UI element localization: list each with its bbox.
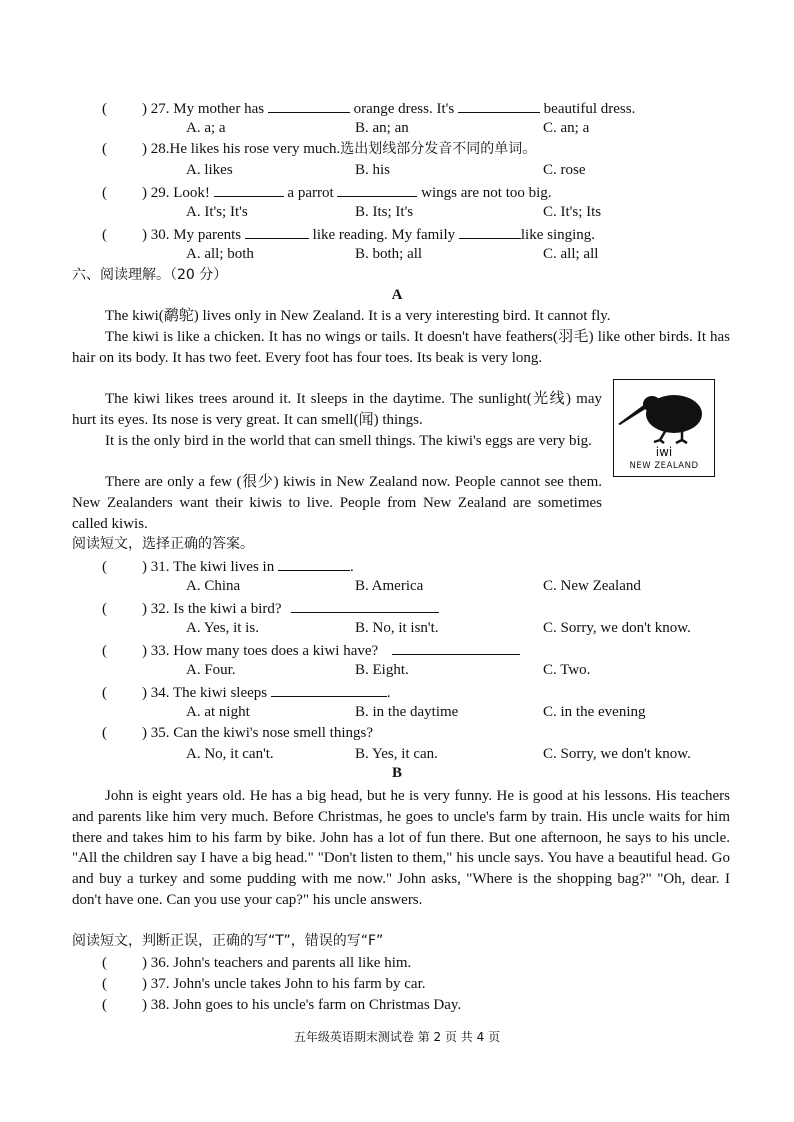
q31-tail: . — [349, 559, 354, 575]
answer-blank — [278, 556, 350, 571]
image-caption: iwi — [655, 445, 673, 459]
q29-mid: a parrot — [287, 185, 334, 201]
q36-stem: ) 36. John's teachers and parents all like him. — [142, 955, 412, 971]
answer-blank — [291, 598, 439, 613]
page-footer: 五年级英语期末测试卷 第 2 页 共 4 页 — [293, 1030, 501, 1044]
passage-b-text: John is eight years old. He has a big head, but he is very funny. He is good at his lessons. His teachers and parents like him very much. Before Christmas, he goes to uncle's farm by train. His uncle waits for him there and takes him to his farm by bike. John has a lot of fun there. But one afternoon, he says to his uncle. "All the children say I have a big head." "Don't listen to them," his uncle says. You have a beautiful head. Go and buy a turkey and some pudding with me now." John asks, "Where is the shopping bag?" "Oh, dear. I don't have one. Can you use your cap?" his uncle answers. — [72, 788, 730, 908]
passage-a-wrap — [72, 389, 602, 451]
q28-option-b: B. his — [355, 162, 391, 178]
answer-blank — [268, 98, 350, 113]
passage-a-end — [72, 472, 730, 534]
answer-paren: ( — [102, 601, 107, 617]
q32-stem: ) 32. Is the kiwi a bird? — [142, 601, 282, 617]
q33-stem: ) 33. How many toes does a kiwi have? — [142, 643, 379, 659]
passage-b-label: B — [391, 765, 402, 781]
image-caption-country: NEW ZEALAND — [629, 461, 699, 471]
question-31 — [102, 556, 354, 576]
answer-paren: ( — [102, 725, 107, 741]
answer-paren: ( — [102, 141, 107, 157]
passage-a-label: A — [391, 287, 403, 303]
passage-a-p1: The kiwi(鹬鸵) lives only in New Zealand. It is a very interesting bird. It cannot fly. — [105, 308, 611, 324]
answer-blank — [459, 224, 521, 239]
question-28 — [102, 140, 536, 158]
q30-option-a: A. all; both — [186, 246, 254, 262]
passage-a-p4: It is the only bird in the world that can smell things. The kiwi's eggs are very big. — [105, 432, 592, 449]
answer-paren: ( — [102, 976, 107, 992]
q27-stem: ) 27. My mother has — [142, 101, 265, 117]
answer-blank — [214, 182, 284, 197]
q30-option-c: C. all; all — [543, 246, 599, 262]
question-37 — [102, 975, 425, 993]
q32-option-c: C. Sorry, we don't know. — [543, 620, 691, 636]
q29-option-c: C. It's; Its — [543, 204, 602, 220]
question-27 — [102, 98, 635, 118]
answer-paren: ( — [102, 643, 107, 659]
answer-blank — [245, 224, 309, 239]
q28-option-c: C. rose — [543, 162, 586, 178]
answer-paren: ( — [102, 685, 107, 701]
q29-option-a: A. It's; It's — [186, 204, 248, 220]
answer-blank — [392, 640, 520, 655]
q30-mid: like reading. My family — [312, 227, 456, 243]
q27-end: beautiful dress. — [543, 101, 636, 117]
q30-option-b: B. both; all — [355, 246, 423, 262]
question-34 — [102, 682, 391, 702]
question-33 — [102, 640, 520, 660]
question-35 — [102, 724, 373, 742]
q31-option-b: B. America — [355, 578, 424, 594]
q35-stem: ) 35. Can the kiwi's nose smell things? — [142, 725, 374, 741]
q28-instruction: 选出划线部分发音不同的单词。 — [340, 141, 537, 157]
passage-a — [72, 306, 730, 368]
q27-option-a: A. a; a — [186, 120, 226, 136]
question-36 — [102, 954, 411, 972]
q34-stem: ) 34. The kiwi sleeps — [142, 685, 268, 701]
q30-end: like singing. — [520, 227, 596, 243]
instruction-b: 阅读短文，判断正误，正确的写“T”，错误的写“F” — [72, 933, 384, 949]
answer-blank — [271, 682, 387, 697]
passage-a-p5: There are only a few (很少) kiwis in New Zealand now. People cannot see them. New Zealanders want their kiwis to live. People from New Zealand are sometimes called kiwis. — [72, 474, 602, 532]
answer-paren: ( — [102, 955, 107, 971]
q35-option-c: C. Sorry, we don't know. — [543, 746, 691, 762]
passage-a-p2: The kiwi is like a chicken. It has no wings or tails. It doesn't have feathers(羽毛) like other birds. It has hair on its body. It has two feet. Every foot has four toes. Its beak is very long. — [72, 328, 730, 366]
answer-paren: ( — [102, 101, 107, 117]
q33-option-c: C. Two. — [543, 662, 591, 678]
q29-option-b: B. Its; It's — [355, 204, 414, 220]
q29-stem: ) 29. Look! — [142, 185, 210, 201]
question-30 — [102, 224, 595, 244]
q35-option-a: A. No, it can't. — [186, 746, 274, 762]
passage-b — [72, 786, 730, 911]
q33-option-a: A. Four. — [186, 662, 236, 678]
kiwi-picture — [613, 379, 715, 477]
q34-option-a: A. at night — [186, 704, 250, 720]
q34-tail: . — [386, 685, 391, 701]
q32-option-b: B. No, it isn't. — [355, 620, 439, 636]
answer-blank — [337, 182, 417, 197]
q35-option-b: B. Yes, it can. — [355, 746, 438, 762]
question-32 — [102, 598, 439, 618]
answer-paren: ( — [102, 559, 107, 575]
q29-end: wings are not too big. — [421, 185, 552, 201]
q34-option-b: B. in the daytime — [355, 704, 459, 720]
passage-a-p3: The kiwi likes trees around it. It sleeps in the daytime. The sunlight(光线) may hurt its eyes. Its nose is very great. It can smell(闻) things. — [72, 391, 602, 428]
kiwi-bird-icon — [614, 380, 713, 446]
answer-blank — [458, 98, 540, 113]
q31-option-c: C. New Zealand — [543, 578, 641, 594]
answer-paren: ( — [102, 227, 107, 243]
question-29 — [102, 182, 552, 202]
q34-option-c: C. in the evening — [543, 704, 646, 720]
q37-stem: ) 37. John's uncle takes John to his farm by car. — [142, 976, 426, 992]
q33-option-b: B. Eight. — [355, 662, 409, 678]
q27-option-c: C. an; a — [543, 120, 590, 136]
answer-paren: ( — [102, 997, 107, 1013]
answer-paren: ( — [102, 185, 107, 201]
q30-stem: ) 30. My parents — [142, 227, 242, 243]
section-heading: 六、阅读理解。（20 分） — [72, 267, 228, 283]
instruction-a: 阅读短文，选择正确的答案。 — [72, 536, 254, 552]
q27-mid: orange dress. It's — [353, 101, 455, 117]
q31-option-a: A. China — [186, 578, 241, 594]
q31-stem: ) 31. The kiwi lives in — [142, 559, 275, 575]
question-38 — [102, 996, 461, 1014]
q28-option-a: A. likes — [186, 162, 233, 178]
q32-option-a: A. Yes, it is. — [186, 620, 259, 636]
q38-stem: ) 38. John goes to his uncle's farm on Christmas Day. — [142, 997, 462, 1013]
q27-option-b: B. an; an — [355, 120, 409, 136]
q28-stem: ) 28.He likes his rose very much. — [142, 141, 341, 157]
